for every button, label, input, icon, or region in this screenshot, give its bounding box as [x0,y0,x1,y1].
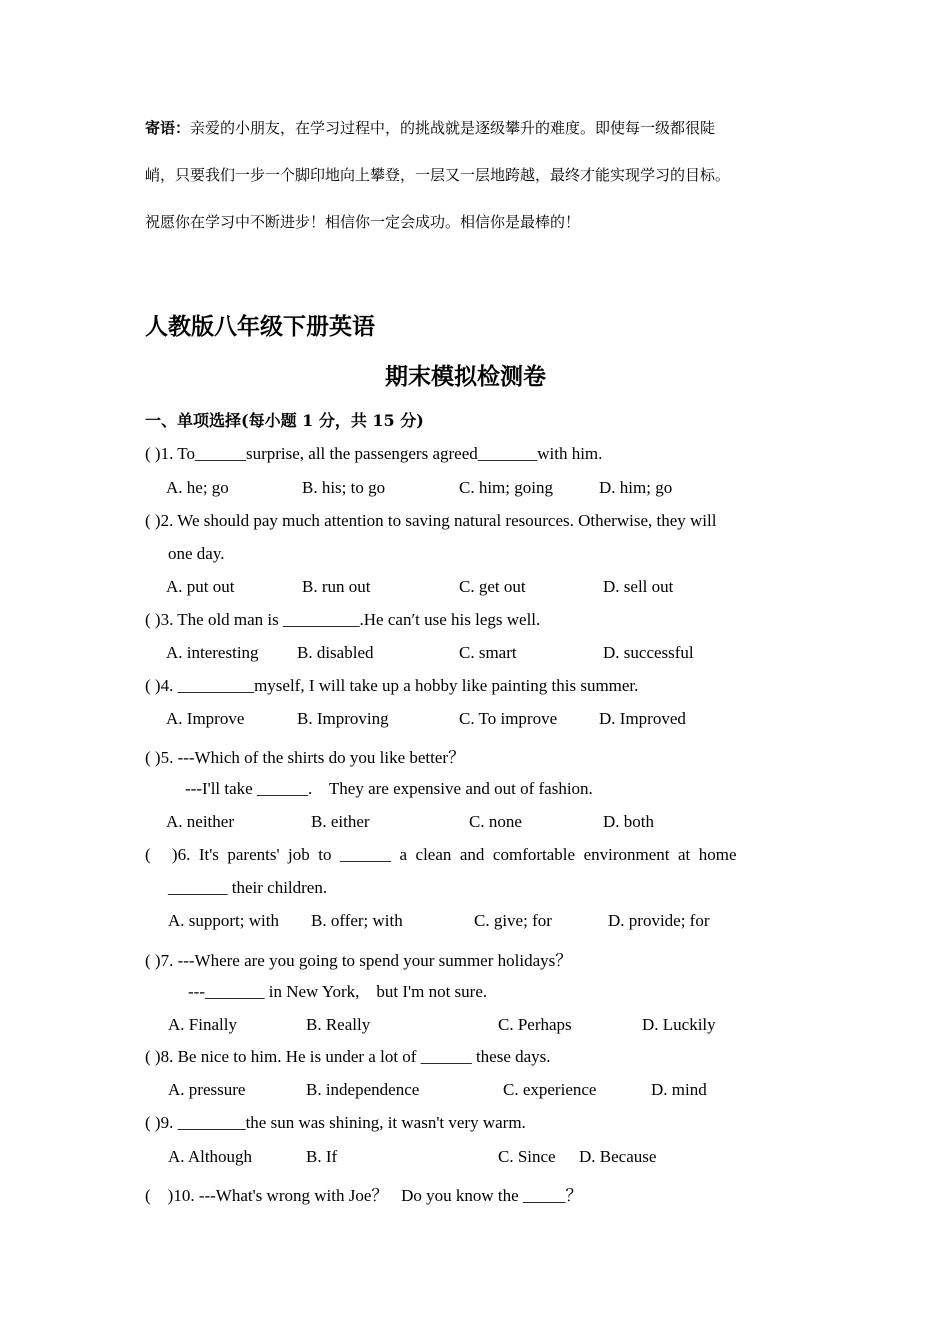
q2-option-d: D. sell out [603,577,674,596]
q4-option-b: B. Improving [297,709,389,728]
question-7-stem-continued: ---_______ in New York, but I'm not sure. [188,982,488,1001]
question-1-stem: ( )1. To______surprise, all the passengers agreed_______with him. [145,444,603,463]
q7-option-b: B. Really [306,1015,371,1034]
q1-option-c: C. him; going [459,478,553,497]
q4-option-d: D. Improved [599,709,686,728]
q2-option-b: B. run out [302,577,371,596]
q3-option-c: C. smart [459,643,517,662]
question-6-stem-continued: _______ their children. [168,878,328,897]
q6-option-d: D. provide; for [608,911,710,930]
q5-option-a: A. neither [166,812,234,831]
doc-title: 人教版八年级下册英语 [145,313,375,340]
message-label: 寄语： [145,119,191,137]
q5-option-b: B. either [311,812,370,831]
q7-option-d: D. Luckily [642,1015,716,1034]
question-8-stem: ( )8. Be nice to him. He is under a lot of ______ these days. [145,1047,551,1066]
q6-option-a: A. support; with [168,911,279,930]
message-text-1: 亲爱的小朋友，在学习过程中，的挑战就是逐级攀升的难度。即使每一级都很陡 [190,119,716,137]
q1-option-b: B. his; to go [302,478,386,497]
q3-option-b: B. disabled [297,643,374,662]
q1-option-d: D. him; go [599,478,673,497]
q3-option-d: D. successful [603,643,694,662]
q9-option-a: A. Although [168,1147,253,1166]
q9-option-c: C. Since [498,1147,556,1166]
doc-subtitle: 期末模拟检测卷 [385,363,546,390]
q1-option-a: A. he; go [166,478,229,497]
q9-option-d: D. Because [579,1147,657,1166]
question-2-stem-continued: one day. [168,544,225,563]
q2-option-a: A. put out [166,577,235,596]
q8-option-a: A. pressure [168,1080,246,1099]
q8-option-b: B. independence [306,1080,420,1099]
q5-option-d: D. both [603,812,654,831]
q8-option-d: D. mind [651,1080,707,1099]
q4-option-a: A. Improve [166,709,245,728]
message-line-3: 祝愿你在学习中不断进步！相信你一定会成功。相信你是最棒的！ [145,213,581,231]
question-6-stem: ( )6. It's parents' job to ______ a clean and comfortable environment at home [145,845,737,864]
question-2-stem: ( )2. We should pay much attention to saving natural resources. Otherwise, they will [145,511,717,530]
question-5-stem-continued: ---I'll take ______. They are expensive and out of fashion. [185,779,593,798]
q7-option-c: C. Perhaps [498,1015,572,1034]
q9-option-b: B. If [306,1147,338,1166]
section-heading: 一、单项选择(每小题 1 分，共 15 分) [145,411,424,430]
q5-option-c: C. none [469,812,522,831]
message-line-2: 峭，只要我们一步一个脚印地向上攀登，一层又一层地跨越，最终才能实现学习的目标。 [145,166,731,184]
question-4-stem: ( )4. _________myself, I will take up a hobby like painting this summer. [145,676,639,695]
q7-option-a: A. Finally [168,1015,237,1034]
question-3-stem: ( )3. The old man is _________.He can′t use his legs well. [145,610,541,629]
q6-option-b: B. offer; with [311,911,403,930]
message-line-1 [145,117,715,138]
question-10-stem: ( )10. ---What's wrong with Joe？ Do you know the _____？ [145,1186,583,1205]
q4-option-c: C. To improve [459,709,558,728]
q6-option-c: C. give; for [474,911,552,930]
question-7-stem: ( )7. ---Where are you going to spend your summer holidays？ [145,951,573,970]
q8-option-c: C. experience [503,1080,597,1099]
q2-option-c: C. get out [459,577,526,596]
q3-option-a: A. interesting [166,643,259,662]
question-5-stem: ( )5. ---Which of the shirts do you like better？ [145,748,466,767]
question-9-stem: ( )9. ________the sun was shining, it wasn't very warm. [145,1113,526,1132]
